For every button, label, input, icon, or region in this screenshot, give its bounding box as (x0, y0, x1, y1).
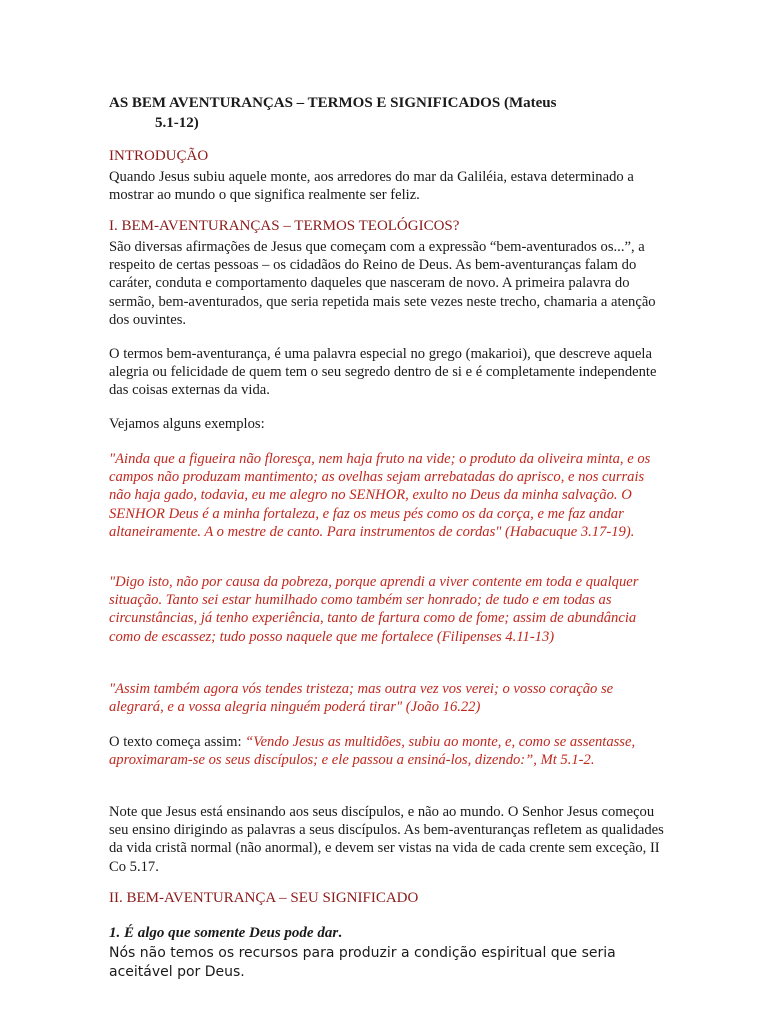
title-line-2: 5.1-12) (155, 115, 199, 131)
quote-filipenses: "Digo isto, não por causa da pobreza, porque aprendi a viver contente em toda e qualquer situação. Tanto sei estar humilhado como também ser honrado; de tudo e em todas as circunstâncias, já tenho experiência, tanto de fartura como de fome; assim de abundância como de escassez; tudo posso naquele que me fortalece (Filipenses 4.11-13) (109, 574, 639, 645)
section1-paragraph-2: O termos bem-aventurança, é uma palavra especial no grego (makarioi), que descreve aquela alegria ou felicidade de quem tem o seu segredo dentro de si e é completamente independente das coisas externas da vida. (109, 346, 657, 399)
section1-paragraph-4 (109, 733, 669, 769)
section1-paragraph-3: Vejamos alguns exemplos: (109, 416, 265, 432)
document-title (109, 93, 669, 133)
subheading-1-text: 1. É algo que somente Deus pode dar (109, 925, 339, 941)
intro-text: Quando Jesus subiu aquele monte, aos arredores do mar da Galiléia, estava determinado a mostrar ao mundo o que significa realmente ser feliz. (109, 169, 634, 204)
section1-paragraph-5: Note que Jesus está ensinando aos seus discípulos, e não ao mundo. O Senhor Jesus começou seu ensino dirigindo as palavras a seus discípulos. As bem-aventuranças refletem as qualidades da vida cristã normal (não anormal), e devem ser vistas na vida de cada crente sem exceção, II Co 5.17. (109, 804, 664, 875)
quote-joao: "Assim também agora vós tendes tristeza; mas outra vez vos verei; o vosso coração se alegrará, e a vossa alegria ninguém poderá tirar" (João 16.22) (109, 681, 614, 716)
title-line-1: AS BEM AVENTURANÇAS – TERMOS E SIGNIFICADOS (Mateus (109, 95, 557, 111)
section2-heading: II. BEM-AVENTURANÇA – SEU SIGNIFICADO (109, 890, 419, 906)
subheading-1-period: . (338, 925, 342, 941)
section2-paragraph-1: Nós não temos os recursos para produzir a condição espiritual que seria aceitável por Deus. (109, 945, 616, 980)
section1-paragraph-1: São diversas afirmações de Jesus que começam com a expressão “bem-aventurados os...”, a respeito de certas pessoas – os cidadãos do Reino de Deus. As bem-aventuranças falam do caráter, conduta e comportamento daqueles que nasceram de novo. A primeira palavra do sermão, bem-aventurados, que seria repetida mais sete vezes neste trecho, chamaria a atenção dos ouvintes. (109, 239, 656, 328)
paragraph-4-quote: “Vendo Jesus as multidões, subiu ao monte, e, como se assentasse, aproximaram-se os seus discípulos; e ele passou a ensiná-los, dizendo:”, Mt 5.1-2. (109, 734, 636, 769)
paragraph-4-lead: O texto começa assim: (109, 734, 246, 750)
section2-subheading-1 (109, 925, 342, 942)
section1-heading: I. BEM-AVENTURANÇAS – TERMOS TEOLÓGICOS? (109, 218, 460, 234)
quote-habacuque: "Ainda que a figueira não floresça, nem haja fruto na vide; o produto da oliveira minta, e os campos não produzam mantimento; as ovelhas sejam arrebatadas do aprisco, e nos currais não haja gado, todavia, eu me alegro no SENHOR, exulto no Deus da minha salvação. O SENHOR Deus é a minha fortaleza, e faz os meus pés como os da corça, e me faz andar altaneiramente. A o mestre de canto. Para instrumentos de cordas" (Habacuque 3.17-19). (109, 451, 651, 540)
intro-heading: INTRODUÇÃO (109, 148, 209, 164)
